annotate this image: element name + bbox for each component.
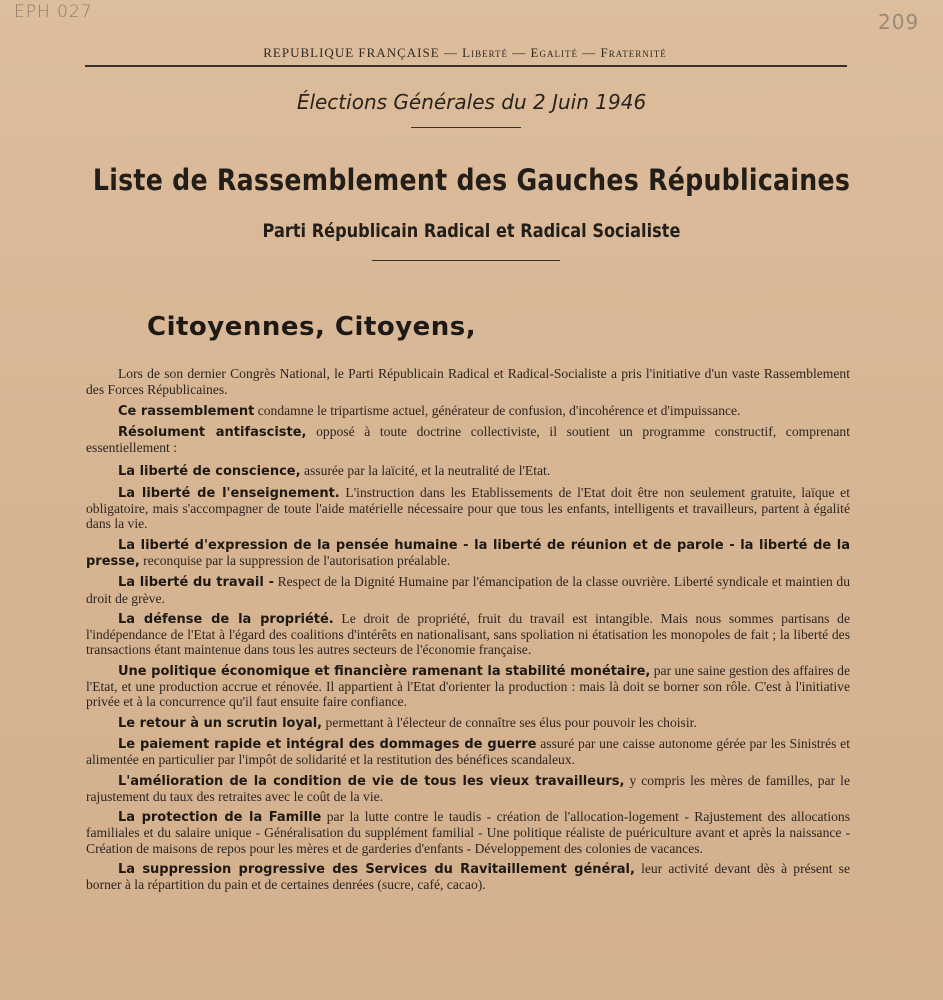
folio-number-annotation: 209 (878, 10, 920, 34)
paragraph: Lors de son dernier Congrès National, le Parti Républicain Radical et Radical-Socialiste a pris l'initiative d'un vaste Rassemblement des Forces Républicaines. (86, 366, 850, 398)
election-divider (411, 127, 521, 128)
archive-code-annotation: EPH 027 (14, 2, 93, 22)
title-divider (372, 260, 560, 261)
programme-item: La suppression progressive des Services du Ravitaillement général, leur activité devant dès à présent se borner à la répartition du pain et de certaines denrées (sucre, café, cacao). (86, 861, 850, 893)
party-subtitle: Parti Républicain Radical et Radical Socialiste (262, 220, 681, 242)
programme-item: Une politique économique et financière ramenant la stabilité monétaire, par une saine gestion des affaires de l'Etat, et une production accrue et rénovée. Il appartient à l'Etat d'orienter la production : mais là doit se borner son rôle. C'est à l'initiative privée et à la concurrence qu'il faut ensuite faire confiance. (86, 662, 850, 710)
greeting: Citoyennes, Citoyens, (147, 312, 477, 342)
programme-item: La liberté de l'enseignement. L'instruction dans les Etablissements de l'Etat doit être non seulement gratuite, laïque et obligatoire, mais s'accompagner de toute l'aide matérielle nécessaire pour que tous les enfants, intelligents et travailleurs, partent à égalité dans la vie. (86, 484, 850, 532)
programme-item: La liberté de conscience, assurée par la laïcité, et la neutralité de l'Etat. (118, 463, 551, 480)
programme-item: La défense de la propriété. Le droit de propriété, fruit du travail est intangible. Mais nous sommes partisans de l'indépendance de l'Etat à l'égard des coalitions d'intérêts en nationalisant, sans spoliation ni étatisation les monopoles de fait ; la liberté des transactions étant maintenue dans tous les autres secteurs de l'économie française. (86, 610, 850, 658)
paragraph: Ce rassemblement condamne le tripartisme actuel, générateur de confusion, d'incohérence et d'impuissance. (118, 402, 741, 419)
motto-liberte: Liberté (462, 45, 509, 60)
motto-fraternite: Fraternité (600, 45, 667, 60)
election-heading: Élections Générales du 2 Juin 1946 (296, 90, 647, 114)
list-title: Liste de Rassemblement des Gauches Républicaines (92, 163, 851, 197)
programme-item: La liberté d'expression de la pensée humaine - la liberté de réunion et de parole - la liberté de la presse, reconquise par la suppression de l'autorisation préalable. (86, 537, 850, 569)
republic-motto-header: REPUBLIQUE FRANÇAISE — Liberté — Egalité — Fraternité (263, 45, 667, 60)
programme-item: Le retour à un scrutin loyal, permettant à l'électeur de connaître ses élus pour pouvoir les choisir. (118, 714, 697, 731)
paragraph: Résolument antifasciste, opposé à toute doctrine collectiviste, il soutient un programme constructif, comprenant essentiellement : (86, 423, 850, 456)
programme-item: La protection de la Famille par la lutte contre le taudis - création de l'allocation-logement - Rajustement des allocations familiales et du salaire unique - Généralisation du supplément familial - Une politique réaliste de puériculture avant et après la naissance - Création de maisons de repos pour les mères et de garderies d'enfants - Développement des colonies de vacances. (86, 809, 850, 856)
programme-item: L'amélioration de la condition de vie de tous les vieux travailleurs, y compris les mères de familles, par le rajustement du taux des retraites avec le coût de la vie. (86, 772, 850, 804)
manifesto-body (86, 366, 850, 898)
republic-label: REPUBLIQUE FRANÇAISE (263, 45, 440, 60)
motto-egalite: Egalité (530, 45, 578, 60)
header-divider (85, 65, 847, 67)
programme-item: Le paiement rapide et intégral des dommages de guerre assuré par une caisse autonome gérée par les Sinistrés et alimentée en particulier par l'impôt de solidarité et la restitution des bénéfices scandaleux. (86, 735, 850, 768)
programme-item: La liberté du travail - Respect de la Dignité Humaine par l'émancipation de la classe ouvrière. Liberté syndicale et maintien du droit de grève. (86, 574, 851, 606)
